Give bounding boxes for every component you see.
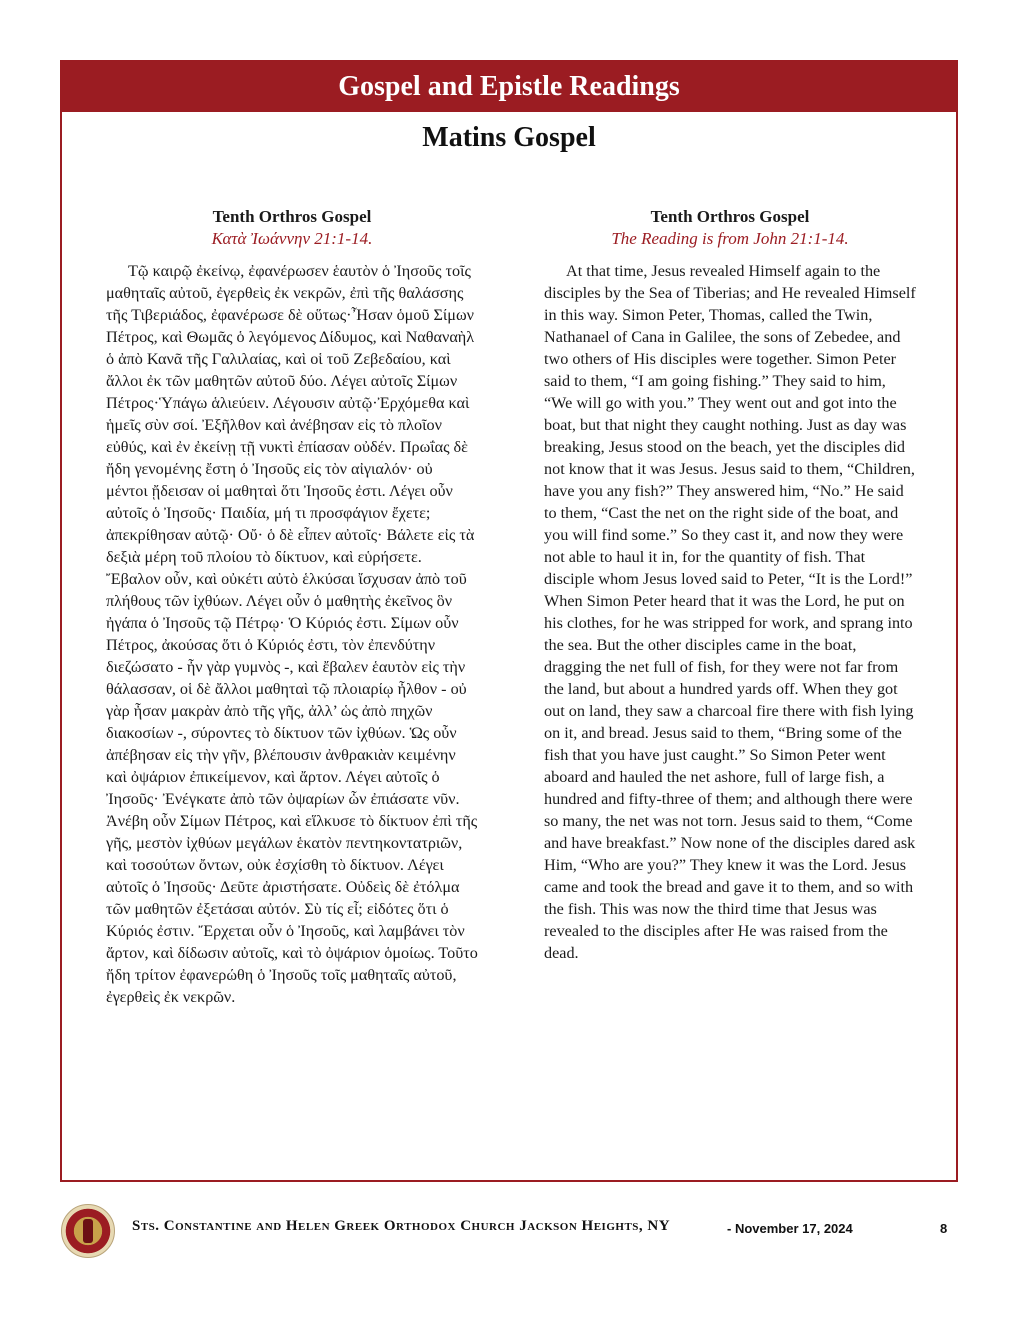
- church-seal-icon: [61, 1204, 115, 1258]
- english-reference: The Reading is from John 21:1-14.: [611, 229, 849, 248]
- saints-figure-icon: [83, 1219, 93, 1243]
- english-text: At that time, Jesus revealed Himself again to the disciples by the Sea of Tiberias; and He revealed Himself in this way. Simon Peter, Thomas, called the Twin, Nathanael of Cana in Galilee, the sons of Zebedee, and two others of His disciples were together. Simon Peter said to them, “I am going fishing.” They said to him, “We will go with you.” They went out and got into the boat, but that night they caught nothing. Just as day was breaking, Jesus stood on the beach, yet the disciples did not know that it was Jesus. Jesus said to them, “Children, have you any fish?” They answered him, “No.” He said to them, “Cast the net on the right side of the boat, and you will find some.” So they cast it, and now they were not able to haul it in, for the quantity of fish. That disciple whom Jesus loved said to Peter, “It is the Lord!” When Simon Peter heard that it was the Lord, he put on his clothes, for he was stripped for work, and sprang into the sea. But the other disciples came in the boat, dragging the net full of fish, for they were not far from the land, but about a hundred yards off. When they got out on land, they saw a charcoal fire there with fish lying on it, and bread. Jesus said to them, “Bring some of the fish that you have just caught.” So Simon Peter went aboard and hauled the net ashore, full of large fish, a hundred and fifty-three of them; and although there were so many, the net was not torn. Jesus said to them, “Come and have breakfast.” Now none of the disciples dared ask Him, “Who are you?” They knew it was the Lord. Jesus came and took the bread and gave it to them, and so with the fish. This was now the third time that Jesus was revealed to the disciples after He was raised from the dead.: [544, 262, 916, 962]
- bulletin-date: - November 17, 2024: [727, 1221, 853, 1236]
- banner-title: Gospel and Epistle Readings: [62, 62, 956, 112]
- section-title: Matins Gospel: [422, 122, 596, 153]
- page-number: 8: [940, 1221, 948, 1236]
- greek-column: [106, 206, 478, 1008]
- greek-text: Τῷ καιρῷ ἐκείνῳ, ἐφανέρωσεν ἑαυτὸν ὁ Ἰησοῦς τοῖς μαθηταῖς αὐτοῦ, ἐγερθεὶς ἐκ νεκρῶν, ἐπὶ τῆς θαλάσσης τῆς Τιβεριάδος, ἐφανέρωσε δὲ οὕτως·Ἦσαν ὁμοῦ Σίμων Πέτρος, καὶ Θωμᾶς ὁ λεγόμενος Δίδυμος, καὶ Ναθαναὴλ ὁ ἀπὸ Κανᾶ τῆς Γαλιλαίας, καὶ οἱ τοῦ Ζεβεδαίου, καὶ ἄλλοι ἐκ τῶν μαθητῶν αὐτοῦ δύο. Λέγει αὐτοῖς Σίμων Πέτρος·Ὑπάγω ἁλιεύειν. Λέγουσιν αὐτῷ·Ἐρχόμεθα καὶ ἡμεῖς σὺν σοί. Ἐξῆλθον καὶ ἀνέβησαν εἰς τὸ πλοῖον εὐθύς, καὶ ἐν ἐκείνῃ τῇ νυκτὶ ἐπίασαν οὐδέν. Πρωΐας δὲ ἤδη γενομένης ἔστη ὁ Ἰησοῦς εἰς τὸν αἰγιαλόν· οὐ μέντοι ᾔδεισαν οἱ μαθηταὶ ὅτι Ἰησοῦς ἐστι. Λέγει οὖν αὐτοῖς ὁ Ἰησοῦς· Παιδία, μή τι προσφάγιον ἔχετε; ἀπεκρίθησαν αὐτῷ· Οὔ· ὁ δὲ εἶπεν αὐτοῖς· Βάλετε εἰς τὰ δεξιὰ μέρη τοῦ πλοίου τὸ δίκτυον, καὶ εὑρήσετε. Ἔβαλον οὖν, καὶ οὐκέτι αὐτὸ ἑλκύσαι ἴσχυσαν ἀπὸ τοῦ πλήθους τῶν ἰχθύων. Λέγει οὖν ὁ μαθητὴς ἐκεῖνος ὃν ἠγάπα ὁ Ἰησοῦς τῷ Πέτρῳ· Ὁ Κύριός ἐστι. Σίμων οὖν Πέτρος, ἀκούσας ὅτι ὁ Κύριός ἐστι, τὸν ἐπενδύτην διεζώσατο - ἦν γὰρ γυμνὸς -, καὶ ἔβαλεν ἑαυτὸν εἰς τὴν θάλασσαν, οἱ δὲ ἄλλοι μαθηταὶ τῷ πλοιαρίῳ ἦλθον - οὐ γὰρ ἦσαν μακρὰν ἀπὸ τῆς γῆς, ἀλλ’ ὡς ἀπὸ πηχῶν διακοσίων -, σύροντες τὸ δίκτυον τῶν ἰχθύων. Ὡς οὖν ἀπέβησαν εἰς τὴν γῆν, βλέπουσιν ἀνθρακιὰν κειμένην καὶ ὀψάριον ἐπικείμενον, καὶ ἄρτον. Λέγει αὐτοῖς ὁ Ἰησοῦς· Ἐνέγκατε ἀπὸ τῶν ὀψαρίων ὧν ἐπιάσατε νῦν. Ἀνέβη οὖν Σίμων Πέτρος, καὶ εἵλκυσε τὸ δίκτυον ἐπὶ τῆς γῆς, μεστὸν ἰχθύων μεγάλων ἑκατὸν πεντηκοντατριῶν, καὶ τοσούτων ὄντων, οὐκ ἐσχίσθη τὸ δίκτυον. Λέγει αὐτοῖς ὁ Ἰησοῦς· Δεῦτε ἀριστήσατε. Οὐδεὶς δὲ ἐτόλμα τῶν μαθητῶν ἐξετάσαι αὐτόν. Σὺ τίς εἶ; εἰδότες ὅτι ὁ Κύριός ἐστιν. Ἔρχεται οὖν ὁ Ἰησοῦς, καὶ λαμβάνει τὸν ἄρτον, καὶ δίδωσιν αὐτοῖς, καὶ τὸ ὀψάριον ὁμοίως. Τοῦτο ἤδη τρίτον ἐφανερώθη ὁ Ἰησοῦς τοῖς μαθηταῖς αὐτοῦ, ἐγερθεὶς ἐκ νεκρῶν.: [106, 262, 478, 1006]
- english-heading: Tenth Orthros Gospel: [650, 207, 810, 226]
- church-name: Sts. Constantine and Helen Greek Orthodox Church Jackson Heights, NY: [132, 1218, 671, 1234]
- page-frame: [60, 60, 958, 1182]
- footer: [0, 1196, 1020, 1266]
- greek-reference: Κατὰ Ἰωάννην 21:1-14.: [211, 229, 373, 248]
- greek-heading: Tenth Orthros Gospel: [212, 207, 372, 226]
- english-column: [544, 206, 916, 964]
